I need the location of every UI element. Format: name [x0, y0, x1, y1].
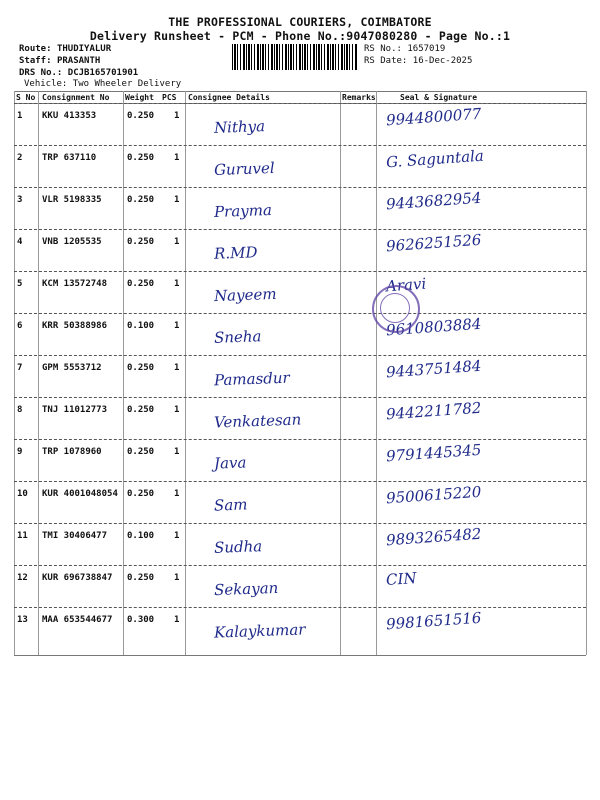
- row-pcs: 1: [174, 321, 180, 331]
- table-row: [14, 187, 586, 230]
- row-pcs: 1: [174, 447, 180, 457]
- row-pcs: 1: [174, 363, 180, 373]
- row-consignee: Guruvel: [213, 158, 275, 180]
- row-weight: 0.250: [127, 489, 155, 499]
- row-pcs: 1: [174, 405, 180, 415]
- row-consignee: Sekayan: [213, 578, 279, 600]
- col-header-weight: Weight: [125, 93, 154, 102]
- row-sno: 8: [17, 405, 23, 415]
- row-sno: 1: [17, 111, 23, 121]
- row-sno: 11: [17, 531, 28, 541]
- table-row: [14, 271, 586, 314]
- table-row: [14, 103, 586, 146]
- row-sno: 2: [17, 153, 23, 163]
- row-pcs: 1: [174, 111, 180, 121]
- row-consignee: Nithya: [213, 117, 266, 137]
- row-consignment: GPM 5553712: [42, 363, 102, 373]
- table-row: [14, 523, 586, 566]
- row-sno: 13: [17, 615, 28, 625]
- table-row: [14, 145, 586, 188]
- row-pcs: 1: [174, 615, 180, 625]
- vehicle-value: Two Wheeler Delivery: [72, 79, 182, 89]
- row-signature: 9791445345: [385, 440, 482, 466]
- col-header-sno: S No: [16, 93, 36, 102]
- row-signature: 9610803884: [385, 314, 482, 340]
- row-signature: 9981651516: [385, 608, 482, 634]
- table-row: [14, 397, 586, 440]
- row-consignee: R.MD: [213, 243, 258, 263]
- row-weight: 0.250: [127, 279, 155, 289]
- row-signature: 9893265482: [385, 524, 482, 550]
- row-consignment: KUR 696738847: [42, 573, 113, 583]
- row-pcs: 1: [174, 279, 180, 289]
- row-signature: G. Saguntala: [385, 146, 485, 172]
- table-row: [14, 565, 586, 608]
- row-consignee: Sam: [213, 495, 248, 515]
- row-consignee: Sneha: [213, 327, 262, 347]
- row-signature: Aravi: [385, 274, 427, 296]
- row-weight: 0.100: [127, 531, 155, 541]
- row-sno: 9: [17, 447, 23, 457]
- row-pcs: 1: [174, 573, 180, 583]
- row-sno: 4: [17, 237, 23, 247]
- table-row: [14, 607, 586, 650]
- row-consignment: TMI 30406477: [42, 531, 108, 541]
- vehicle-line: Vehicle: Two Wheeler Delivery: [24, 79, 182, 89]
- sheet-subtitle: Delivery Runsheet - PCM - Phone No.:9047080280 - Page No.:1: [89, 29, 511, 43]
- rs-date-value: 16-Dec-2025: [412, 56, 473, 66]
- table-bottom-rule: [14, 655, 586, 656]
- row-sno: 6: [17, 321, 23, 331]
- row-weight: 0.250: [127, 111, 155, 121]
- row-consignee: Nayeem: [213, 284, 277, 306]
- row-weight: 0.250: [127, 447, 155, 457]
- row-pcs: 1: [174, 489, 180, 499]
- row-pcs: 1: [174, 531, 180, 541]
- row-consignment: VNB 1205535: [42, 237, 102, 247]
- row-weight: 0.100: [127, 321, 155, 331]
- table-top-rule: [14, 91, 586, 92]
- row-consignment: VLR 5198335: [42, 195, 102, 205]
- row-signature: 9626251526: [385, 230, 482, 256]
- row-signature: 9443751484: [385, 356, 482, 382]
- table-row: [14, 229, 586, 272]
- row-sno: 10: [17, 489, 28, 499]
- row-consignee: Java: [213, 453, 247, 473]
- row-signature: 9500615220: [385, 482, 482, 508]
- row-sno: 3: [17, 195, 23, 205]
- row-consignee: Prayma: [213, 200, 273, 222]
- table-row: [14, 313, 586, 356]
- col-header-pcs: PCS: [162, 93, 177, 102]
- row-weight: 0.250: [127, 195, 155, 205]
- drs-value: DCJB165701901: [67, 68, 139, 78]
- row-consignment: MAA 653544677: [42, 615, 113, 625]
- row-consignment: KKU 413353: [42, 111, 97, 121]
- col-header-remarks: Remarks: [342, 93, 376, 102]
- row-consignment: TRP 1078960: [42, 447, 102, 457]
- row-consignee: Kalaykumar: [213, 620, 306, 642]
- row-consignee: Sudha: [213, 537, 263, 557]
- row-pcs: 1: [174, 237, 180, 247]
- route-value: THUDIYALUR: [56, 44, 112, 54]
- row-consignment: TRP 637110: [42, 153, 97, 163]
- table-row: [14, 481, 586, 524]
- table-row: [14, 439, 586, 482]
- sheet-title: THE PROFESSIONAL COURIERS, COIMBATORE: [168, 15, 432, 29]
- route-line: Route: THUDIYALUR: [19, 44, 112, 54]
- row-consignment: KCM 13572748: [42, 279, 108, 289]
- rs-no-line: RS No.: 1657019: [364, 44, 446, 54]
- row-consignment: KRR 50388986: [42, 321, 108, 331]
- row-weight: 0.250: [127, 363, 155, 373]
- row-consignment: KUR 4001048054: [42, 489, 118, 499]
- row-weight: 0.250: [127, 237, 155, 247]
- rs-no-value: 1657019: [407, 44, 446, 54]
- row-weight: 0.250: [127, 573, 155, 583]
- barcode: [232, 44, 358, 70]
- row-pcs: 1: [174, 195, 180, 205]
- row-weight: 0.250: [127, 405, 155, 415]
- row-signature: 9442211782: [385, 398, 482, 424]
- row-sno: 5: [17, 279, 23, 289]
- row-consignment: TNJ 11012773: [42, 405, 108, 415]
- rs-date-line: RS Date: 16-Dec-2025: [364, 56, 473, 66]
- col-divider: [586, 91, 587, 655]
- row-sno: 7: [17, 363, 23, 373]
- drs-line: DRS No.: DCJB165701901: [19, 68, 139, 78]
- row-weight: 0.300: [127, 615, 155, 625]
- row-signature: 9944800077: [385, 104, 482, 130]
- row-pcs: 1: [174, 153, 180, 163]
- staff-value: PRASANTH: [56, 56, 101, 66]
- delivery-stamp: [372, 285, 420, 333]
- row-weight: 0.250: [127, 153, 155, 163]
- row-sno: 12: [17, 573, 28, 583]
- col-header-consignment: Consignment No: [42, 93, 110, 102]
- col-header-consignee: Consignee Details: [188, 93, 270, 102]
- row-signature: CIN: [385, 568, 418, 590]
- staff-line: Staff: PRASANTH: [19, 56, 101, 66]
- table-row: [14, 355, 586, 398]
- row-signature: 9443682954: [385, 188, 482, 214]
- row-consignee: Pamasdur: [213, 368, 290, 390]
- col-header-seal: Seal & Signature: [400, 93, 478, 102]
- row-consignee: Venkatesan: [213, 410, 302, 432]
